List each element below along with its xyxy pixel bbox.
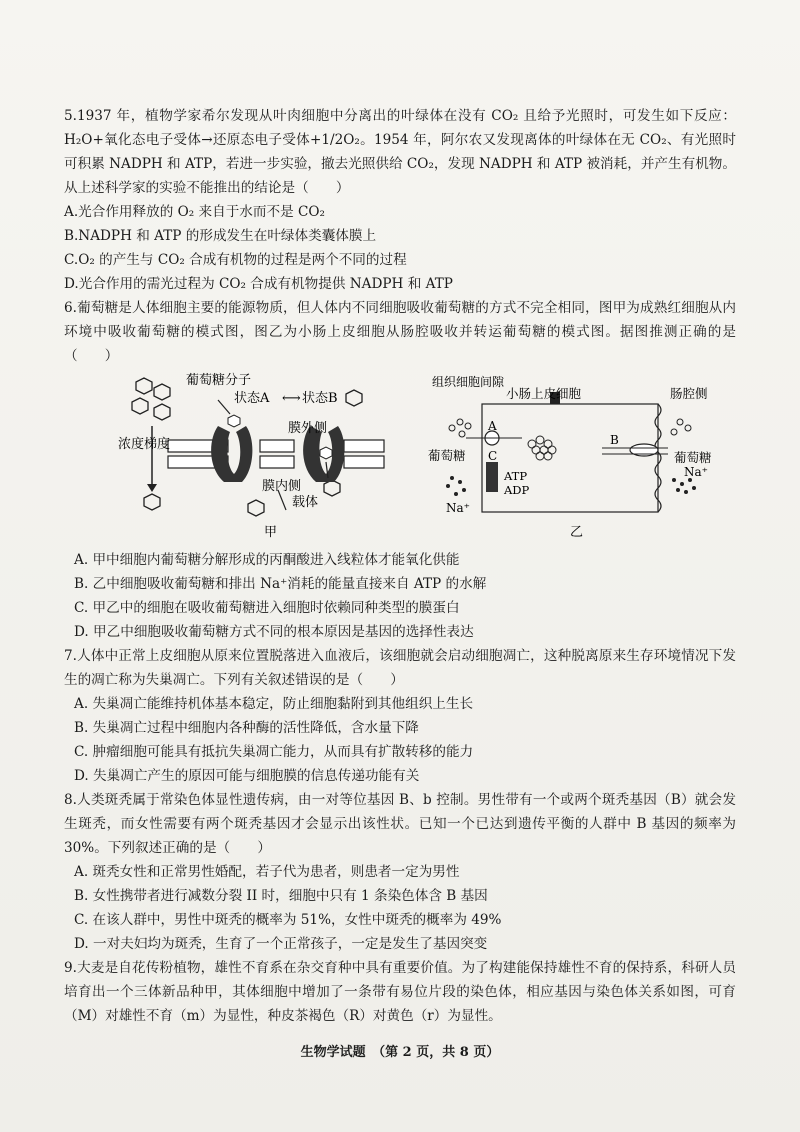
glucose-hexagon xyxy=(136,378,152,394)
outer-side-label: 膜外侧 xyxy=(288,421,328,436)
carrier-protein-a xyxy=(211,426,252,482)
question-5-option-b: B.NADPH 和 ATP 的形成发生在叶绿体类囊体膜上 xyxy=(64,228,377,244)
na-left-label: Na⁺ xyxy=(446,501,470,515)
pump-c-label: C xyxy=(488,449,498,463)
transporter-a-label: A xyxy=(488,419,497,433)
glucose-hexagon xyxy=(132,398,148,414)
atp-label: ATP xyxy=(504,469,528,483)
question-7-option-a: A. 失巢凋亡能维持机体基本稳定，防止细胞黏附到其他组织上生长 xyxy=(74,696,474,712)
figure-yi-caption: 乙 xyxy=(570,525,584,540)
question-5-option-a: A.光合作用释放的 O₂ 来自于水而不是 CO₂ xyxy=(64,204,326,220)
question-8 xyxy=(64,788,736,956)
page-footer: 生物学试题 （第 2 页，共 8 页） xyxy=(300,1045,500,1060)
inner-side-label: 膜内侧 xyxy=(262,479,302,494)
transporter-b-label: B xyxy=(610,433,619,447)
glucose-hexagon xyxy=(144,494,160,510)
question-6-option-d: D. 甲乙中细胞吸收葡萄糖方式不同的根本原因是基因的选择性表达 xyxy=(74,624,474,640)
question-7 xyxy=(64,644,736,788)
question-6-option-c: C. 甲乙中的细胞在吸收葡萄糖进入细胞时依赖同种类型的膜蛋白 xyxy=(74,600,460,616)
question-8-option-d: D. 一对夫妇均为斑秃，生育了一个正常孩子，一定是发生了基因突变 xyxy=(74,936,488,952)
question-9 xyxy=(64,956,736,1028)
question-8-stem: 8.人类斑秃属于常染色体显性遗传病，由一对等位基因 B、b 控制。男性带有一个或两个斑秃基因（B）就会发生斑秃，而女性需要有两个斑秃基因才会显示出该性状。已知一个已达到遗传平衡的人群中 B 基因的频率为 30%。下列叙述正确的是（ ） xyxy=(64,792,736,856)
glucose-hexagon xyxy=(248,500,264,516)
adp-label: ADP xyxy=(504,483,530,497)
question-6-stem: 6.葡萄糖是人体细胞主要的能源物质，但人体内不同细胞吸收葡萄糖的方式不完全相同，图甲为成熟红细胞从内环境中吸收葡萄糖的模式图，图乙为小肠上皮细胞从肠腔吸收并转运葡萄糖的模式图。据图推测正确的是（ ） xyxy=(64,300,736,364)
question-5-option-d: D.光合作用的需光过程为 CO₂ 合成有机物提供 NADPH 和 ATP xyxy=(64,276,453,292)
na-right-label: Na⁺ xyxy=(684,465,708,479)
question-8-option-c: C. 在该人群中，男性中斑秃的概率为 51%，女性中斑秃的概率为 49% xyxy=(74,912,502,928)
concentration-gradient-label: 浓度梯度 xyxy=(118,437,171,452)
question-5 xyxy=(64,104,736,296)
membrane-bottom-mid xyxy=(260,456,294,468)
page-content xyxy=(64,104,736,1028)
question-6-option-a: A. 甲中细胞内葡萄糖分解形成的丙酮酸进入线粒体才能氧化供能 xyxy=(74,552,460,568)
question-5-option-c: C.O₂ 的产生与 CO₂ 合成有机物的过程是两个不同的过程 xyxy=(64,252,407,268)
question-6-figure xyxy=(64,370,736,544)
figure-yi xyxy=(422,370,722,544)
question-6 xyxy=(64,296,736,644)
membrane-bottom-right xyxy=(344,456,384,468)
question-8-option-b: B. 女性携带者进行减数分裂 II 时，细胞中只有 1 条染色体含 B 基因 xyxy=(74,888,488,904)
membrane-top-right xyxy=(344,440,384,452)
question-9-stem: 9.大麦是自花传粉植物，雄性不育系在杂交育种中具有重要价值。为了构建能保持雄性不育的保持系，科研人员培育出一个三体新品种甲，其体细胞中增加了一条带有易位片段的染色体，相应基因与染色体关系如图，可育（M）对雄性不育（m）为显性，种皮茶褐色（R）对黄色（r）为显性。 xyxy=(64,960,736,1024)
tissue-gap-label: 组织细胞间隙 xyxy=(432,375,505,389)
lumen-label: 肠腔侧 xyxy=(670,386,708,401)
question-7-option-d: D. 失巢凋亡产生的原因可能与细胞膜的信息传递功能有关 xyxy=(74,768,420,784)
state-a-label: 状态A xyxy=(234,391,270,406)
question-7-stem: 7.人体中正常上皮细胞从原来位置脱落进入血液后，该细胞就会启动细胞凋亡，这种脱离原来生存环境情况下发生的凋亡称为失巢凋亡。下列有关叙述错误的是（ ） xyxy=(64,648,736,688)
glucose-hexagon xyxy=(324,480,340,496)
glucose-hexagon xyxy=(154,404,170,420)
glucose-hexagon xyxy=(154,384,170,400)
question-5-stem: 5.1937 年，植物学家希尔发现从叶肉细胞中分离出的叶绿体在没有 CO₂ 且给予光照时，可发生如下反应：H₂O+氧化态电子受体→还原态电子受体+1/2O₂。1954 年，阿尔农又发现离体的叶绿体在无 CO₂、有光照时可积累 NADPH 和 ATP，若进一步实验，撤去光照供给 CO₂，发现 NADPH 和 ATP 被消耗，并产生有机物。从上述科学家的实验不能推出的结论是（ ） xyxy=(64,108,736,196)
glucose-molecule-label: 葡萄糖分子 xyxy=(186,373,252,388)
question-7-option-c: C. 肿瘤细胞可能具有抵抗失巢凋亡能力，从而具有扩散转移的能力 xyxy=(74,744,474,760)
figure-jia xyxy=(114,370,414,544)
question-7-option-b: B. 失巢凋亡过程中细胞内各种酶的活性降低，含水量下降 xyxy=(74,720,419,736)
membrane-top-mid xyxy=(260,440,294,452)
question-8-option-a: A. 斑秃女性和正常男性婚配，若子代为患者，则患者一定为男性 xyxy=(74,864,460,880)
state-b-label: 状态B xyxy=(302,391,338,406)
figure-jia-caption: 甲 xyxy=(264,525,278,540)
intestinal-cell-label: 小肠上皮细胞 xyxy=(506,386,582,401)
gradient-arrow-head xyxy=(147,484,157,492)
state-arrow: ⟷ xyxy=(282,391,301,406)
carrier-label: 载体 xyxy=(292,495,319,510)
glucose-left-label: 葡萄糖 xyxy=(428,448,466,463)
na-pump-c xyxy=(486,462,498,492)
glucose-hexagon xyxy=(346,390,362,406)
glucose-right-label: 葡萄糖 xyxy=(674,450,712,465)
question-6-option-b: B. 乙中细胞吸收葡萄糖和排出 Na⁺消耗的能量直接来自 ATP 的水解 xyxy=(74,576,487,592)
